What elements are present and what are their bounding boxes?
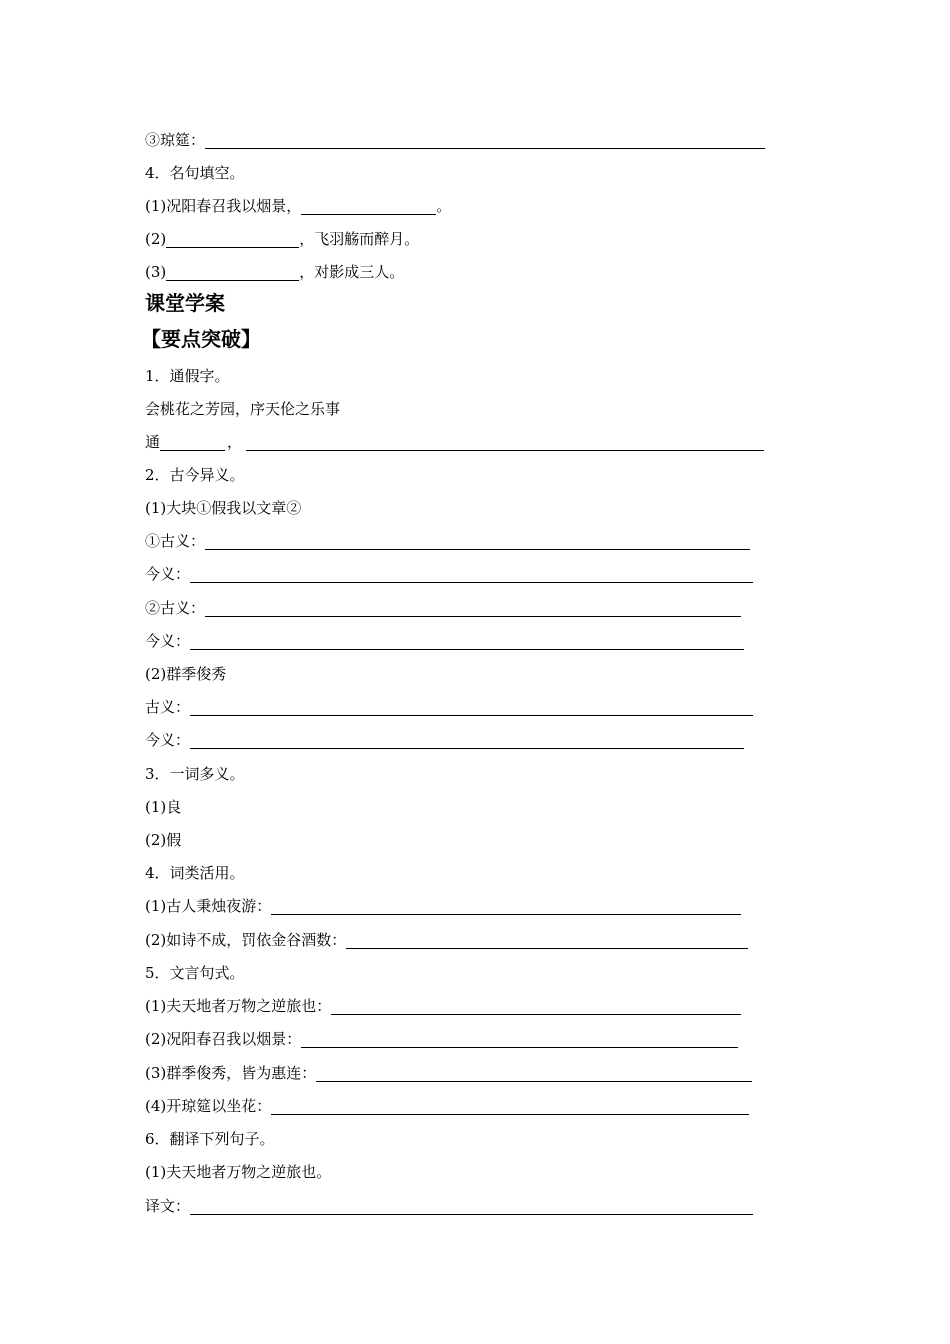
word-class-item-2 [145,926,748,950]
tong-line [145,428,764,452]
question-title: 4．名句填空。 [145,164,245,182]
word-class-item-1 [145,892,741,916]
answer-blank[interactable] [271,1098,749,1115]
question-title: 6．翻译下列句子。 [145,1130,275,1148]
line-suffix: ，对影成三人。 [299,263,405,281]
answer-blank[interactable] [205,600,741,617]
line-label: (1)古人秉烛夜游： [145,897,272,915]
line-suffix: 。 [436,197,452,215]
answer-blank[interactable] [190,699,753,716]
answer-blank[interactable] [301,1031,738,1048]
question-1-tongjiazi [145,362,230,386]
gujin-item-2 [145,660,226,684]
section-heading: 课堂学案 [145,291,225,315]
answer-blank[interactable] [271,898,741,915]
question-title: 5．文言句式。 [145,964,245,982]
answer-blank[interactable] [190,1198,753,1215]
line-separator: ， [227,433,243,451]
answer-blank[interactable] [190,633,744,650]
answer-blank[interactable] [316,1065,752,1082]
syntax-item-4 [145,1092,749,1116]
line-label: (3) [145,263,167,281]
line-label: (2)如诗不成，罚依金谷酒数： [145,931,347,949]
line-label: 今义： [145,632,191,650]
question-5-syntax [145,959,245,983]
fill-line-3 [145,258,404,282]
translation-line [145,1192,753,1216]
syntax-item-2 [145,1025,738,1049]
item-text: (1)良 [145,798,182,816]
line-label: (1)夫天地者万物之逆旅也： [145,997,332,1015]
subsection-heading: 【要点突破】 [141,327,261,351]
question-title: 1．通假字。 [145,367,230,385]
line-label: (4)开琼筵以坐花： [145,1097,272,1115]
line-label: (1)况阳春召我以烟景， [145,197,302,215]
fill-line-2 [145,225,419,249]
question-6-translate [145,1125,275,1149]
gujin-1-modern [145,560,753,584]
polysemy-item-1 [145,793,181,817]
question-4-famous-lines [145,159,245,183]
line-label: 古义： [145,698,191,716]
line-label: 通 [145,433,161,451]
line-label: ②古义： [145,599,206,617]
translate-item-1 [145,1158,331,1182]
line-suffix: ，飞羽觞而醉月。 [299,230,420,248]
item-text: (1)夫天地者万物之逆旅也。 [145,1163,332,1181]
fill-line-1 [145,192,451,216]
item-text: (1)大块①假我以文章② [145,499,302,517]
question-4-word-class [145,859,245,883]
answer-blank[interactable] [160,434,225,451]
gujin-2-ancient [145,594,741,618]
item-text: (2)群季俊秀 [145,665,227,683]
gujin-3-modern [145,726,744,750]
source-sentence [145,395,340,419]
syntax-item-1 [145,992,741,1016]
answer-blank[interactable] [190,732,744,749]
gujin-2-modern [145,627,744,651]
sentence-text: 会桃花之芳园，序天伦之乐事 [145,400,341,418]
line-qiongyan [145,126,765,150]
answer-blank[interactable] [205,533,750,550]
item-text: (2)假 [145,831,182,849]
gujin-1-ancient [145,527,750,551]
answer-blank[interactable] [331,998,741,1015]
question-title: 4．词类活用。 [145,864,245,882]
line-label: (2) [145,230,167,248]
line-label: 今义： [145,565,191,583]
answer-blank[interactable] [190,566,753,583]
answer-blank[interactable] [166,264,299,281]
answer-blank[interactable] [346,932,748,949]
question-3-polysemy [145,760,245,784]
question-2-gujin [145,461,245,485]
question-title: 2．古今异义。 [145,466,245,484]
answer-blank[interactable] [301,198,436,215]
line-label: (2)况阳春召我以烟景： [145,1030,302,1048]
polysemy-item-2 [145,826,181,850]
syntax-item-3 [145,1059,752,1083]
question-title: 3．一词多义。 [145,765,245,783]
answer-blank[interactable] [205,132,765,149]
line-label: 译文： [145,1197,191,1215]
line-label: ①古义： [145,532,206,550]
line-label: ③琼筵： [145,131,206,149]
line-label: (3)群季俊秀，皆为惠连： [145,1064,317,1082]
answer-blank[interactable] [166,231,299,248]
answer-blank[interactable] [246,434,764,451]
line-label: 今义： [145,731,191,749]
gujin-item-1 [145,494,301,518]
gujin-3-ancient [145,693,753,717]
